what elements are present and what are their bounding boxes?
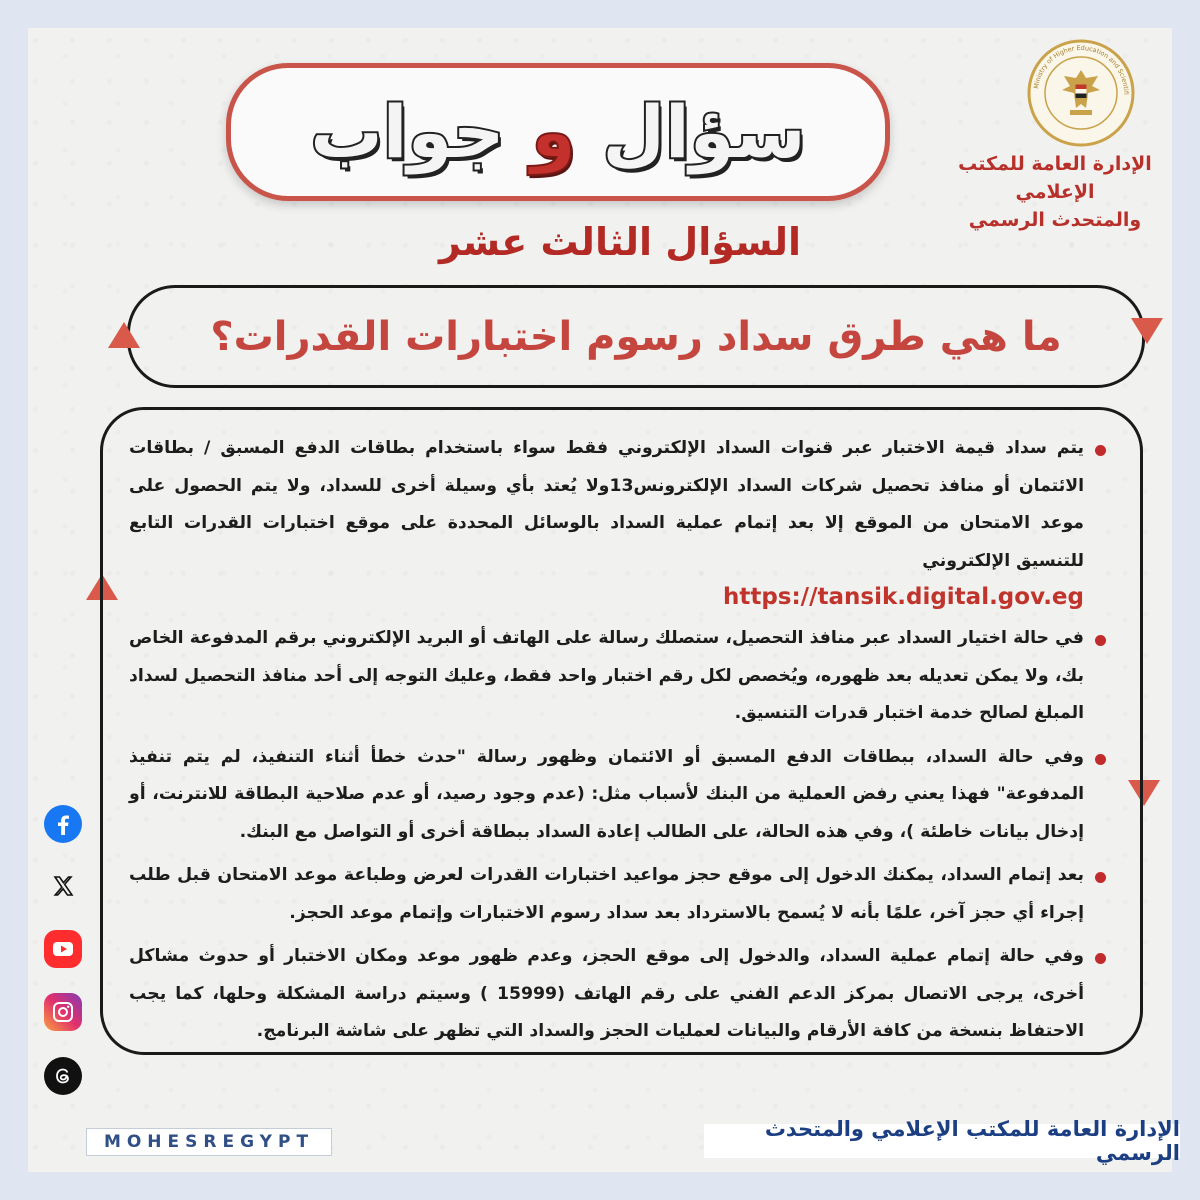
list-item bbox=[129, 739, 1106, 852]
question-text: ما هي طرق سداد رسوم اختبارات القدرات؟ bbox=[210, 313, 1062, 360]
bullet-icon bbox=[1095, 872, 1106, 883]
ministry-seal-icon bbox=[1026, 38, 1136, 148]
answer-card bbox=[100, 407, 1143, 1055]
office-name bbox=[930, 150, 1180, 234]
title-word-question: سؤال bbox=[602, 90, 806, 174]
bullet-icon bbox=[1095, 635, 1106, 646]
list-item-text: وفي حالة إتمام عملية السداد، والدخول إلى موقع الحجز، وعدم ظهور موعد ومكان الاختبار أو حدوث مشاكل أخرى، يرجى الاتصال بمركز الدعم الفني على رقم الهاتف (15999 ) وسيتم دراسة المشكلة وحلها، كما يجب الاحتفاظ بنسخة من كافة الأرقام والبيانات لعمليات الحجز والسداد التي تظهر على شاشة البرنامج. bbox=[129, 946, 1084, 1041]
office-name-line-2: والمتحدث الرسمي bbox=[968, 209, 1142, 231]
ministry-logo bbox=[1026, 38, 1136, 148]
x-icon[interactable] bbox=[44, 867, 82, 905]
title-and: و bbox=[530, 89, 577, 175]
list-item bbox=[129, 857, 1106, 932]
list-item bbox=[129, 938, 1106, 1051]
bullet-icon bbox=[1095, 953, 1106, 964]
bullet-icon bbox=[1095, 445, 1106, 456]
answer-list bbox=[129, 430, 1106, 1051]
threads-icon[interactable] bbox=[44, 1057, 82, 1095]
office-name-line-1: الإدارة العامة للمكتب الإعلامي bbox=[958, 153, 1152, 203]
footer-office-name: الإدارة العامة للمكتب الإعلامي والمتحدث الرسمي bbox=[704, 1124, 1180, 1158]
question-number: السؤال الثالث عشر bbox=[438, 220, 802, 264]
title-word-answer: جواب bbox=[310, 90, 505, 174]
tansik-link[interactable]: https://tansik.digital.gov.eg bbox=[722, 584, 1084, 610]
youtube-icon[interactable] bbox=[44, 930, 82, 968]
triangle-down-icon bbox=[1131, 318, 1163, 344]
instagram-icon[interactable] bbox=[44, 993, 82, 1031]
list-item-text: بعد إتمام السداد، يمكنك الدخول إلى موقع حجز مواعيد اختبارات القدرات لعرض وطباعة موعد الامتحان قبل طلب إجراء أي حجز آخر، علمًا بأنه لا يُسمح بالاسترداد بعد سداد رسوم الاختبارات وإتمام موعد الحجز. bbox=[129, 865, 1084, 923]
social-handle: MOHESREGYPT bbox=[86, 1128, 332, 1156]
seal-lettering: Ministry of Higher Education and Scientifi bbox=[1032, 43, 1131, 95]
list-item bbox=[129, 430, 1106, 614]
bullet-icon bbox=[1095, 754, 1106, 765]
title-banner bbox=[226, 63, 890, 201]
triangle-up-icon bbox=[108, 322, 140, 348]
list-item-text: في حالة اختيار السداد عبر منافذ التحصيل، ستصلك رسالة على الهاتف أو البريد الإلكتروني برقم المدفوعة الخاص بك، ولا يمكن تعديله بعد ظهوره، ويُخصص لكل رقم اختبار واحد فقط، وعليك التوجه إلى أحد منافذ التحصيل لسداد المبلغ لصالح خدمة اختبار قدرات التنسيق. bbox=[129, 628, 1084, 723]
list-item-text: وفي حالة السداد، ببطاقات الدفع المسبق أو الائتمان وظهور رسالة "حدث خطأ أثناء التنفيذ، لم يتم تنفيذ المدفوعة" فهذا يعني رفض العملية من البنك لأسباب مثل: (عدم وجود رصيد، أو عدم صلاحية البطاقة للانترنت، أو إدخال بيانات خاطئة )، وفي هذه الحالة، على الطالب إعادة السداد ببطاقة أخرى أو التواصل مع البنك. bbox=[129, 746, 1084, 842]
list-item-text: يتم سداد قيمة الاختبار عبر قنوات السداد الإلكتروني فقط سواء باستخدام بطاقات الدفع المسبق / بطاقات الائتمان أو منافذ تحصيل شركات السداد الإلكترونس13ولا يُعتد بأي وسيلة أخرى للسداد، ولا يتم الحصول على موعد الامتحان من الموقع إلا بعد إتمام عملية السداد بالوسائل المحددة على موقع اختبارات القدرات التابع للتنسيق الإلكتروني bbox=[129, 438, 1084, 571]
facebook-icon[interactable] bbox=[44, 805, 82, 843]
list-item bbox=[129, 620, 1106, 733]
question-box bbox=[127, 285, 1145, 388]
